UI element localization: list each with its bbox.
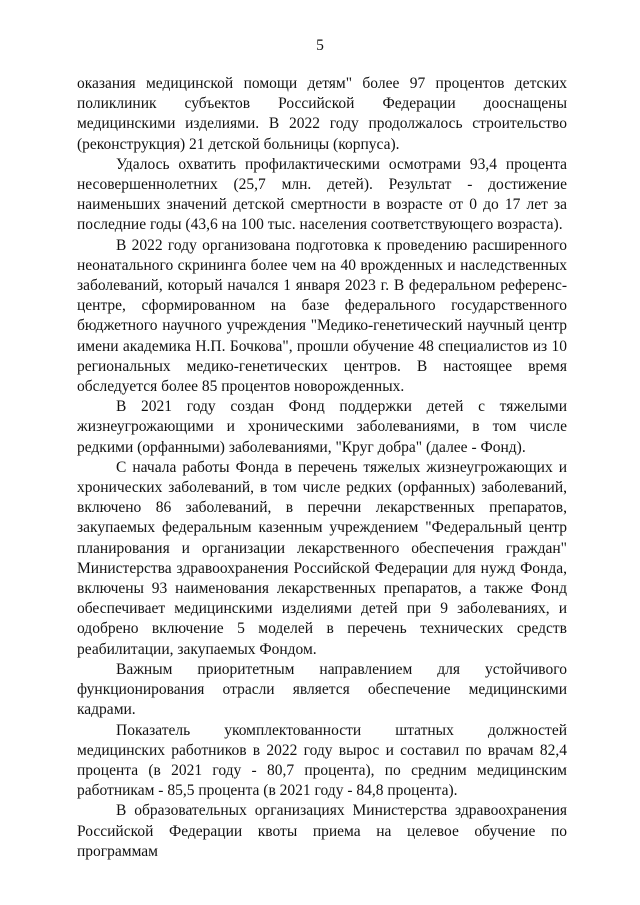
paragraph-1: оказания медицинской помощи детям" более 97 процентов детских поликлиник субъектов Российской Федерации дооснащены медицинскими изделиями. В 2022 году продолжалось строительство (реконструкция) 21 детской больницы (корпуса).	[77, 75, 567, 153]
paragraph-4: В 2021 году создан Фонд поддержки детей с тяжелыми жизнеугрожающими и хроническими заболеваниями, в том числе редкими (орфанными) заболеваниями, "Круг добра" (далее - Фонд).	[77, 398, 567, 456]
paragraph-3: В 2022 году организована подготовка к проведению расширенного неонатального скрининга более чем на 40 врожденных и наследственных заболеваний, который начался 1 января 2023 г. В федеральном референс-центре, сформированном на базе федерального государственного бюджетного научного учреждения "Медико-генетический научный центр имени академика Н.П. Бочкова", прошли обучение 48 специалистов из 10 региональных медико-генетических центров. В настоящее время обследуется более 85 процентов новорожденных.	[77, 236, 567, 396]
paragraph-5: С начала работы Фонда в перечень тяжелых жизнеугрожающих и хронических заболеваний, в том числе редких (орфанных) заболеваний, включено 86 заболеваний, в перечни лекарственных препаратов, закупаемых федеральным казенным учреждением "Федеральный центр планирования и организации лекарственного обеспечения граждан" Министерства здравоохранения Российской Федерации для нужд Фонда, включены 93 наименования лекарственных препаратов, а также Фонд обеспечивает медицинскими изделиями детей при 9 заболеваниях, и одобрено включение 5 моделей в перечень технических средств реабилитации, закупаемых Фондом.	[77, 458, 567, 658]
paragraph-6: Важным приоритетным направлением для устойчивого функционирования отрасли является обеспечение медицинскими кадрами.	[77, 660, 567, 719]
paragraph-2: Удалось охватить профилактическими осмотрами 93,4 процента несовершеннолетних (25,7 млн. детей). Результат - достижение наименьших значений детской смертности в возрасте от 0 до 17 лет за последние годы (43,6 на 100 тыс. населения соответствующего возраста).	[77, 155, 567, 234]
paragraph-7: Показатель укомплектованности штатных должностей медицинских работников в 2022 году вырос и составил по врачам 82,4 процента (в 2021 году - 80,7 процента), по средним медицинским работникам - 85,5 процента (в 2021 году - 84,8 процента).	[77, 721, 567, 800]
document-body	[77, 74, 567, 862]
paragraph-8: В образовательных организациях Министерства здравоохранения Российской Федерации квоты приема на целевое обучение по программам	[77, 802, 567, 860]
page-number: 5	[316, 37, 324, 54]
